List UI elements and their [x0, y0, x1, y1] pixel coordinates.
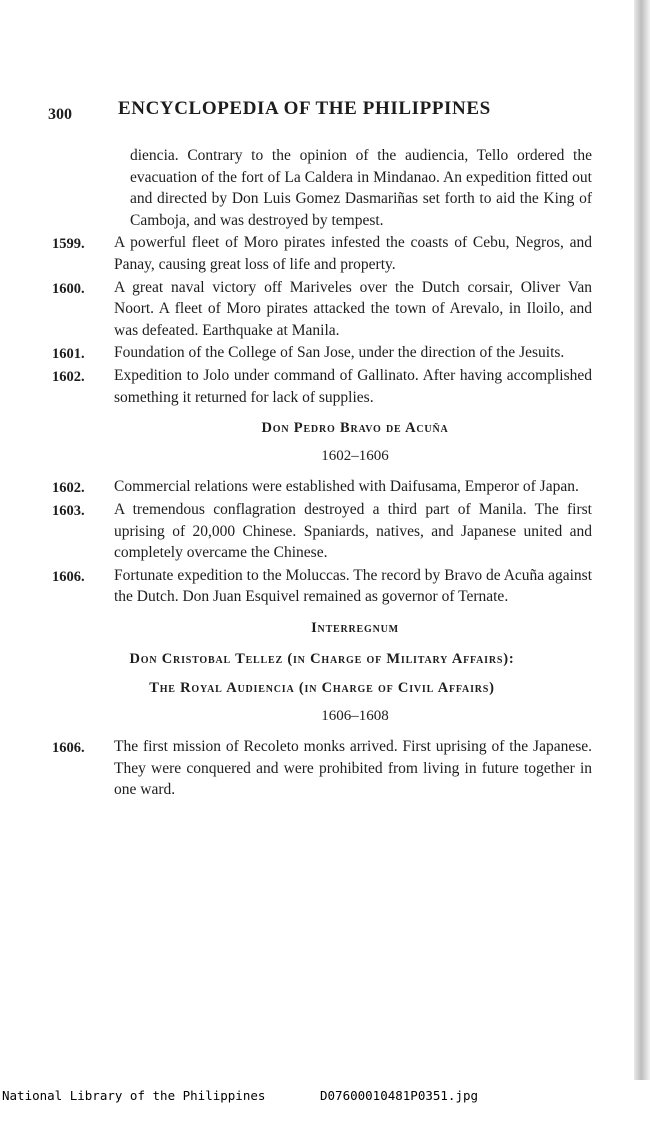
section-subtitle	[52, 648, 592, 671]
entry-text: Fortunate expedition to the Moluccas. The record by Bravo de Acuña against the Dutch. Don Juan Esquivel remained as governor of Ternate.	[114, 566, 592, 606]
entry-year: 1606.	[52, 740, 85, 757]
continued-paragraph: diencia. Contrary to the opinion of the audiencia, Tello ordered the evacuation of the fort of La Caldera in Mindanao. An expedition fitted out and directed by Don Luis Gomez Dasmariñas set forth to aid the King of Camboja, and was destroyed by tempest.	[130, 147, 592, 229]
chronology-entry	[52, 736, 592, 801]
entry-text: A powerful fleet of Moro pirates infested the coasts of Cebu, Negros, and Panay, causing great loss of life and property.	[114, 234, 592, 273]
chronology-entry	[52, 342, 592, 364]
chronology-entry	[52, 499, 592, 564]
chronology-entry	[52, 277, 592, 342]
chronology-entry	[52, 565, 592, 608]
library-name: National Library of the Philippines	[2, 1088, 266, 1103]
entry-text: Commercial relations were established with Daifusama, Emperor of Japan.	[114, 478, 579, 496]
section-subtitle	[52, 677, 592, 700]
entry-year: 1599.	[52, 236, 85, 253]
chronology-entry	[52, 365, 592, 408]
entry-text: Expedition to Jolo under command of Gallinato. After having accomplished something it returned for lack of supplies.	[114, 366, 592, 406]
file-name: D07600010481P0351.jpg	[320, 1088, 479, 1103]
running-title: ENCYCLOPEDIA OF THE PHILIPPINES	[118, 98, 491, 119]
section-heading	[118, 617, 592, 640]
entry-year: 1606.	[52, 568, 85, 585]
civil-affairs-line: The Royal Audiencia (in Charge of Civil Affairs)	[149, 680, 495, 697]
military-affairs-line: Don Cristobal Tellez (in Charge of Military Affairs):	[129, 651, 515, 668]
interregnum-title: Interregnum	[311, 619, 399, 636]
book-spine-shadow	[634, 0, 650, 1080]
section-dates: 1602–1606	[321, 447, 389, 464]
chronology-entry	[52, 232, 592, 275]
page-number: 300	[48, 106, 72, 123]
section-dates: 1606–1608	[321, 707, 389, 724]
entry-text: The first mission of Recoleto monks arrived. First uprising of the Japanese. They were conquered and were prohibited from living in future together in one ward.	[114, 738, 592, 799]
chronology-entry	[52, 476, 592, 498]
entry-year: 1602.	[52, 368, 85, 385]
entry-year: 1601.	[52, 346, 85, 363]
entry-text: A tremendous conflagration destroyed a third part of Manila. The first uprising of 20,000 Chinese. Spaniards, natives, and Japanese united and completely overcame the Chinese.	[114, 500, 592, 562]
entry-text: Foundation of the College of San Jose, under the direction of the Jesuits.	[114, 344, 565, 362]
entry-year: 1600.	[52, 280, 85, 297]
entry-year: 1602.	[52, 480, 85, 497]
entry-year: 1603.	[52, 502, 85, 519]
governor-name: Don Pedro Bravo de Acuña	[261, 420, 449, 437]
page-header	[48, 98, 608, 128]
page-body	[52, 145, 592, 801]
section-heading	[118, 417, 592, 440]
entry-text: A great naval victory off Mariveles over the Dutch corsair, Oliver Van Noort. A fleet of Moro pirates attacked the town of Arevalo, in Iloilo, and was defeated. Earthquake at Manila.	[114, 278, 592, 339]
scan-footer	[0, 1088, 650, 1103]
